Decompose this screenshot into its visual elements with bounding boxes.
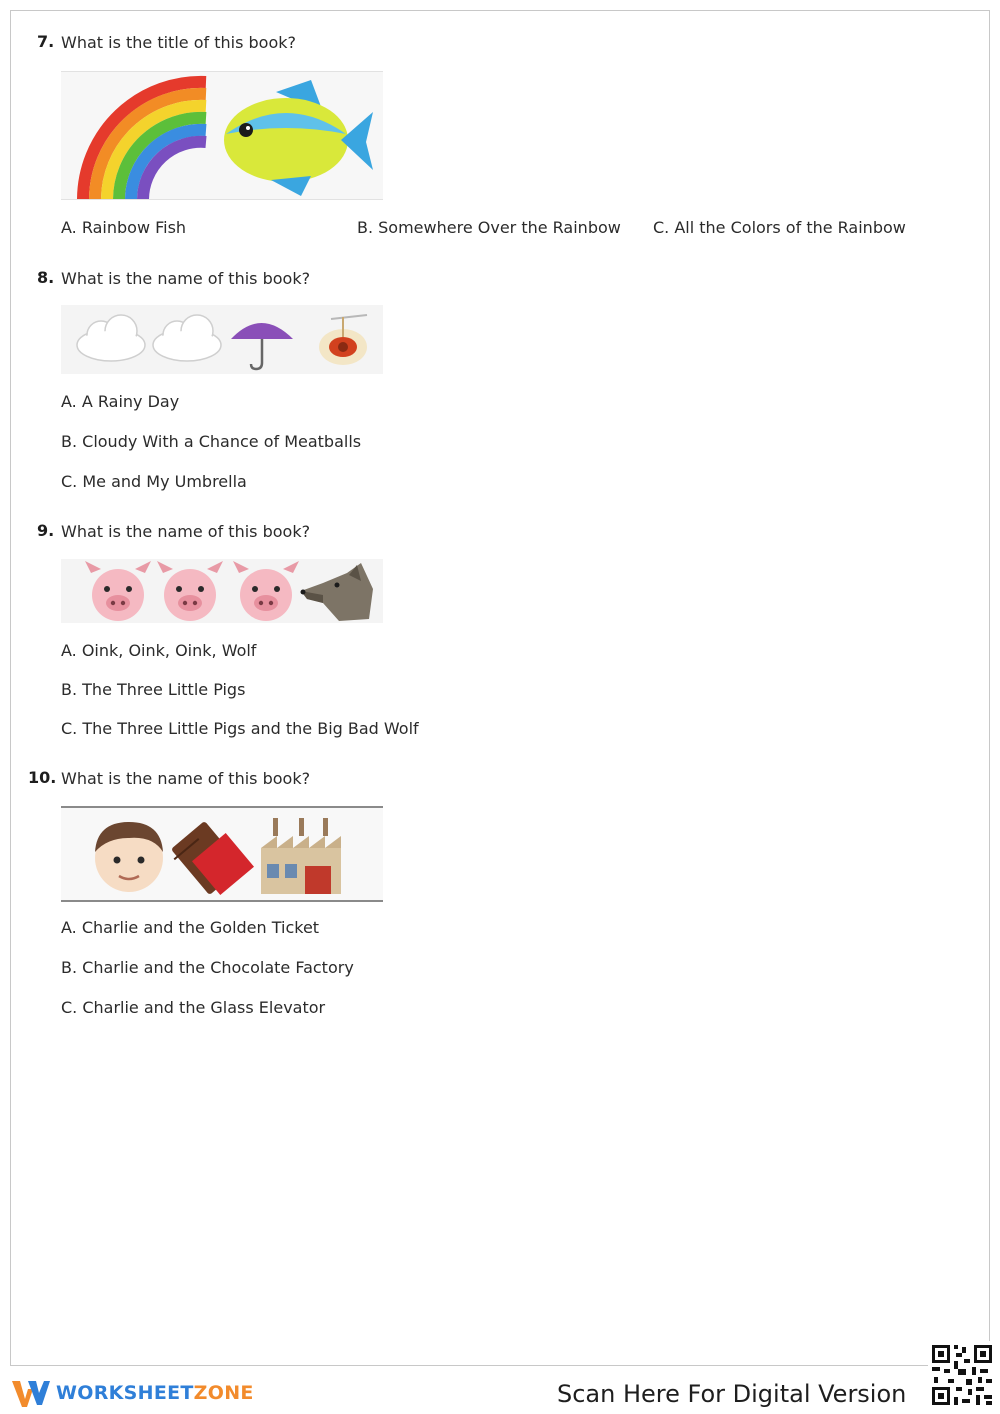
answer-option-c[interactable]: C. Me and My Umbrella (61, 472, 247, 491)
brand-name (56, 1382, 254, 1404)
question-text: What is the name of this book? (61, 769, 311, 788)
question-8-picture (61, 305, 383, 374)
factory-icon (261, 818, 341, 894)
answer-option-a[interactable]: A. Oink, Oink, Oink, Wolf (61, 641, 257, 660)
boy-face-icon (95, 822, 163, 892)
question-text: What is the title of this book? (61, 33, 296, 52)
answer-option-c[interactable]: C. Charlie and the Glass Elevator (61, 998, 326, 1017)
spaghetti-icon (319, 315, 367, 365)
umbrella-icon (231, 323, 293, 369)
brand-name-part1: WORKSHEET (56, 1382, 194, 1404)
question-number: 8. (37, 268, 55, 287)
tropical-fish-icon (224, 80, 373, 196)
question-9-picture (61, 559, 383, 623)
worksheetzone-logo-icon (10, 1377, 50, 1409)
cloud-icon (153, 315, 221, 361)
question-number: 10. (28, 768, 57, 787)
brand-name-part2: ZONE (193, 1382, 254, 1404)
chocolate-bar-icon (171, 821, 254, 895)
question-7-picture (61, 71, 383, 200)
qr-code-icon[interactable] (928, 1341, 996, 1409)
answer-option-a[interactable]: A. Rainbow Fish (61, 218, 187, 237)
pig-face-icon (85, 561, 151, 621)
wolf-icon (301, 563, 374, 621)
scan-caption: Scan Here For Digital Version (557, 1380, 907, 1408)
question-text: What is the name of this book? (61, 522, 311, 541)
brand-logo[interactable] (10, 1376, 254, 1410)
pig-face-icon (233, 561, 299, 621)
answer-option-b[interactable]: B. Charlie and the Chocolate Factory (61, 958, 354, 977)
answer-option-c[interactable]: C. The Three Little Pigs and the Big Bad Wolf (61, 719, 419, 738)
question-number: 9. (37, 521, 55, 540)
answer-option-b[interactable]: B. The Three Little Pigs (61, 680, 246, 699)
pig-face-icon (157, 561, 223, 621)
answer-option-b[interactable]: B. Cloudy With a Chance of Meatballs (61, 432, 362, 451)
answer-option-a[interactable]: A. A Rainy Day (61, 392, 180, 411)
question-number: 7. (37, 32, 55, 51)
answer-option-c[interactable]: C. All the Colors of the Rainbow (653, 218, 906, 237)
question-text: What is the name of this book? (61, 269, 311, 288)
answer-option-b[interactable]: B. Somewhere Over the Rainbow (357, 218, 621, 237)
question-10-picture (61, 806, 383, 902)
rainbow-icon (83, 82, 206, 200)
cloud-icon (77, 315, 145, 361)
answer-option-a[interactable]: A. Charlie and the Golden Ticket (61, 918, 320, 937)
